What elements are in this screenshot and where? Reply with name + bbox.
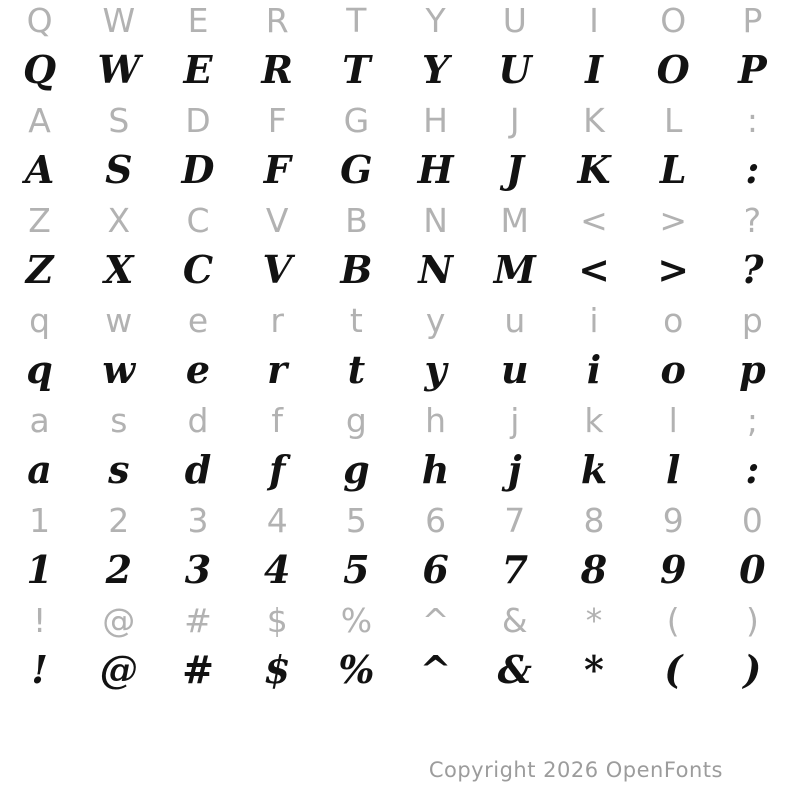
symbols-script-glyph: ( bbox=[664, 647, 683, 692]
lowercase-home-script-glyph: a bbox=[27, 447, 52, 492]
symbols-reference-glyph: * bbox=[585, 600, 603, 640]
uppercase-top-script-glyph: O bbox=[656, 47, 690, 92]
uppercase-home-script-glyph: S bbox=[105, 147, 133, 192]
uppercase-top-script-glyph: I bbox=[585, 47, 603, 92]
digits-reference-glyph: 6 bbox=[425, 500, 447, 540]
lowercase-top-script-glyph: i bbox=[586, 347, 602, 392]
symbols-reference-glyph: ( bbox=[666, 600, 680, 640]
lowercase-top-reference-glyph: y bbox=[425, 300, 446, 340]
uppercase-top-reference-glyph: R bbox=[265, 0, 289, 40]
uppercase-home-reference-glyph: S bbox=[108, 100, 130, 140]
symbols-reference-glyph: ^ bbox=[421, 600, 450, 640]
uppercase-home-reference-glyph: A bbox=[28, 100, 51, 140]
lowercase-top-script-glyph: y bbox=[424, 347, 447, 392]
uppercase-home-script-glyph: K bbox=[577, 147, 611, 192]
symbols-script-glyph: ! bbox=[31, 647, 48, 692]
uppercase-top-reference-glyph: W bbox=[102, 0, 136, 40]
uppercase-bottom-script-glyph: M bbox=[493, 247, 536, 292]
uppercase-home-script-glyph: G bbox=[340, 147, 373, 192]
lowercase-home-script-glyph: g bbox=[343, 447, 370, 492]
uppercase-top-script-glyph: E bbox=[183, 47, 213, 92]
lowercase-top-reference-glyph: i bbox=[589, 300, 599, 340]
lowercase-home-script-glyph: j bbox=[507, 447, 522, 492]
lowercase-home-reference-glyph: a bbox=[29, 400, 50, 440]
uppercase-home-script-glyph: D bbox=[181, 147, 215, 192]
uppercase-home-reference-glyph: F bbox=[267, 100, 287, 140]
lowercase-top-reference-glyph: w bbox=[105, 300, 133, 340]
lowercase-home-script-glyph: f bbox=[269, 447, 286, 492]
uppercase-bottom-script-glyph: N bbox=[418, 247, 453, 292]
uppercase-bottom-script-glyph: B bbox=[340, 247, 373, 292]
symbols-script-glyph: % bbox=[338, 647, 375, 692]
lowercase-home-script-glyph: s bbox=[108, 447, 130, 492]
lowercase-home-reference-glyph: s bbox=[110, 400, 128, 440]
symbols-reference-glyph: @ bbox=[102, 600, 136, 640]
digits-script-glyph: 0 bbox=[739, 547, 766, 592]
uppercase-home-reference-glyph: J bbox=[509, 100, 520, 140]
uppercase-top-reference-glyph: E bbox=[187, 0, 209, 40]
uppercase-top-script-glyph: W bbox=[97, 47, 141, 92]
digits-reference-glyph: 8 bbox=[583, 500, 605, 540]
lowercase-top-reference-glyph: e bbox=[187, 300, 209, 340]
uppercase-bottom-reference-glyph: < bbox=[580, 200, 608, 240]
lowercase-top-reference-glyph: o bbox=[663, 300, 684, 340]
lowercase-top-script-glyph: q bbox=[26, 347, 53, 392]
lowercase-top-reference-glyph: q bbox=[29, 300, 51, 340]
uppercase-bottom-reference-glyph: > bbox=[659, 200, 688, 240]
digits-script-glyph: 8 bbox=[580, 547, 608, 592]
lowercase-home-reference-glyph: f bbox=[271, 400, 283, 440]
digits-reference-glyph: 3 bbox=[187, 500, 209, 540]
digits-reference-glyph: 4 bbox=[266, 500, 288, 540]
uppercase-bottom-reference-glyph: Z bbox=[28, 200, 51, 240]
lowercase-home-reference-glyph: l bbox=[668, 400, 678, 440]
symbols-script-glyph: * bbox=[584, 647, 604, 692]
uppercase-bottom-reference-glyph: V bbox=[265, 200, 289, 240]
uppercase-home-reference-glyph: : bbox=[746, 100, 758, 140]
lowercase-top-reference-glyph: u bbox=[504, 300, 526, 340]
uppercase-bottom-reference-glyph: M bbox=[500, 200, 530, 240]
uppercase-home-script-glyph: H bbox=[417, 147, 454, 192]
symbols-script-glyph: & bbox=[497, 647, 532, 692]
uppercase-bottom-reference-glyph: X bbox=[107, 200, 131, 240]
digits-script-glyph: 7 bbox=[501, 547, 529, 592]
symbols-script-glyph: @ bbox=[99, 647, 138, 692]
uppercase-home-script-glyph: F bbox=[263, 147, 291, 192]
lowercase-top-script-glyph: r bbox=[267, 347, 288, 392]
lowercase-home-script-glyph: k bbox=[580, 447, 608, 492]
digits-reference-glyph: 9 bbox=[662, 500, 684, 540]
uppercase-bottom-script-glyph: > bbox=[657, 247, 690, 292]
lowercase-top-reference-glyph: r bbox=[270, 300, 284, 340]
lowercase-top-script-glyph: o bbox=[660, 347, 686, 392]
uppercase-home-script-glyph: L bbox=[659, 147, 687, 192]
lowercase-home-reference-glyph: g bbox=[345, 400, 367, 440]
uppercase-home-reference-glyph: G bbox=[343, 100, 370, 140]
lowercase-top-script-glyph: p bbox=[739, 347, 766, 392]
symbols-reference-glyph: # bbox=[184, 600, 212, 640]
symbols-reference-glyph: % bbox=[340, 600, 373, 640]
uppercase-top-reference-glyph: T bbox=[346, 0, 367, 40]
symbols-reference-glyph: & bbox=[501, 600, 528, 640]
uppercase-bottom-script-glyph: ? bbox=[741, 247, 764, 292]
uppercase-bottom-script-glyph: < bbox=[578, 247, 610, 292]
uppercase-top-script-glyph: Q bbox=[23, 47, 57, 92]
lowercase-top-script-glyph: u bbox=[500, 347, 529, 392]
uppercase-home-reference-glyph: K bbox=[583, 100, 605, 140]
lowercase-home-reference-glyph: j bbox=[510, 400, 520, 440]
symbols-reference-glyph: ! bbox=[32, 600, 47, 640]
symbols-reference-glyph: ) bbox=[745, 600, 759, 640]
uppercase-top-script-glyph: P bbox=[738, 47, 767, 92]
uppercase-top-reference-glyph: I bbox=[589, 0, 599, 40]
uppercase-top-reference-glyph: Y bbox=[425, 0, 446, 40]
digits-reference-glyph: 5 bbox=[345, 500, 367, 540]
uppercase-home-script-glyph: J bbox=[505, 147, 524, 192]
uppercase-home-reference-glyph: D bbox=[185, 100, 211, 140]
lowercase-home-script-glyph: l bbox=[665, 447, 681, 492]
digits-script-glyph: 2 bbox=[105, 547, 133, 592]
uppercase-top-script-glyph: R bbox=[261, 47, 293, 92]
lowercase-top-reference-glyph: p bbox=[741, 300, 763, 340]
digits-script-glyph: 4 bbox=[263, 547, 291, 592]
uppercase-bottom-reference-glyph: N bbox=[423, 200, 448, 240]
uppercase-top-reference-glyph: P bbox=[742, 0, 763, 40]
lowercase-top-script-glyph: e bbox=[185, 347, 211, 392]
uppercase-home-reference-glyph: L bbox=[664, 100, 683, 140]
lowercase-top-reference-glyph: t bbox=[349, 300, 363, 340]
digits-script-glyph: 6 bbox=[422, 547, 449, 592]
digits-reference-glyph: 1 bbox=[29, 500, 51, 540]
digits-reference-glyph: 7 bbox=[504, 500, 526, 540]
uppercase-bottom-reference-glyph: B bbox=[345, 200, 368, 240]
uppercase-home-script-glyph: A bbox=[24, 147, 55, 192]
lowercase-top-script-glyph: t bbox=[347, 347, 366, 392]
digits-script-glyph: 3 bbox=[184, 547, 212, 592]
digits-script-glyph: 9 bbox=[659, 547, 687, 592]
symbols-script-glyph: $ bbox=[263, 647, 291, 692]
uppercase-bottom-reference-glyph: C bbox=[186, 200, 210, 240]
symbols-reference-glyph: $ bbox=[266, 600, 288, 640]
copyright-text: Copyright 2026 OpenFonts bbox=[428, 758, 723, 782]
digits-script-glyph: 1 bbox=[26, 547, 53, 592]
uppercase-bottom-script-glyph: X bbox=[104, 247, 134, 292]
uppercase-home-reference-glyph: H bbox=[423, 100, 448, 140]
lowercase-home-reference-glyph: k bbox=[584, 400, 604, 440]
uppercase-top-reference-glyph: Q bbox=[26, 0, 53, 40]
uppercase-top-script-glyph: Y bbox=[422, 47, 450, 92]
lowercase-home-script-glyph: h bbox=[421, 447, 450, 492]
uppercase-bottom-script-glyph: C bbox=[182, 247, 214, 292]
lowercase-home-reference-glyph: h bbox=[425, 400, 447, 440]
uppercase-bottom-script-glyph: Z bbox=[25, 247, 54, 292]
lowercase-home-script-glyph: : bbox=[745, 447, 760, 492]
uppercase-top-reference-glyph: U bbox=[502, 0, 527, 40]
uppercase-top-script-glyph: U bbox=[498, 47, 532, 92]
uppercase-home-script-glyph: : bbox=[745, 147, 760, 192]
symbols-script-glyph: ^ bbox=[419, 647, 452, 692]
lowercase-home-script-glyph: d bbox=[184, 447, 212, 492]
lowercase-top-script-glyph: w bbox=[102, 347, 136, 392]
lowercase-home-reference-glyph: ; bbox=[746, 400, 758, 440]
digits-script-glyph: 5 bbox=[343, 547, 370, 592]
symbols-script-glyph: # bbox=[182, 647, 214, 692]
symbols-script-glyph: ) bbox=[743, 647, 762, 692]
uppercase-top-reference-glyph: O bbox=[660, 0, 687, 40]
lowercase-home-reference-glyph: d bbox=[187, 400, 209, 440]
uppercase-bottom-script-glyph: V bbox=[262, 247, 292, 292]
uppercase-bottom-reference-glyph: ? bbox=[743, 200, 762, 240]
uppercase-top-script-glyph: T bbox=[342, 47, 371, 92]
digits-reference-glyph: 2 bbox=[108, 500, 130, 540]
digits-reference-glyph: 0 bbox=[741, 500, 763, 540]
